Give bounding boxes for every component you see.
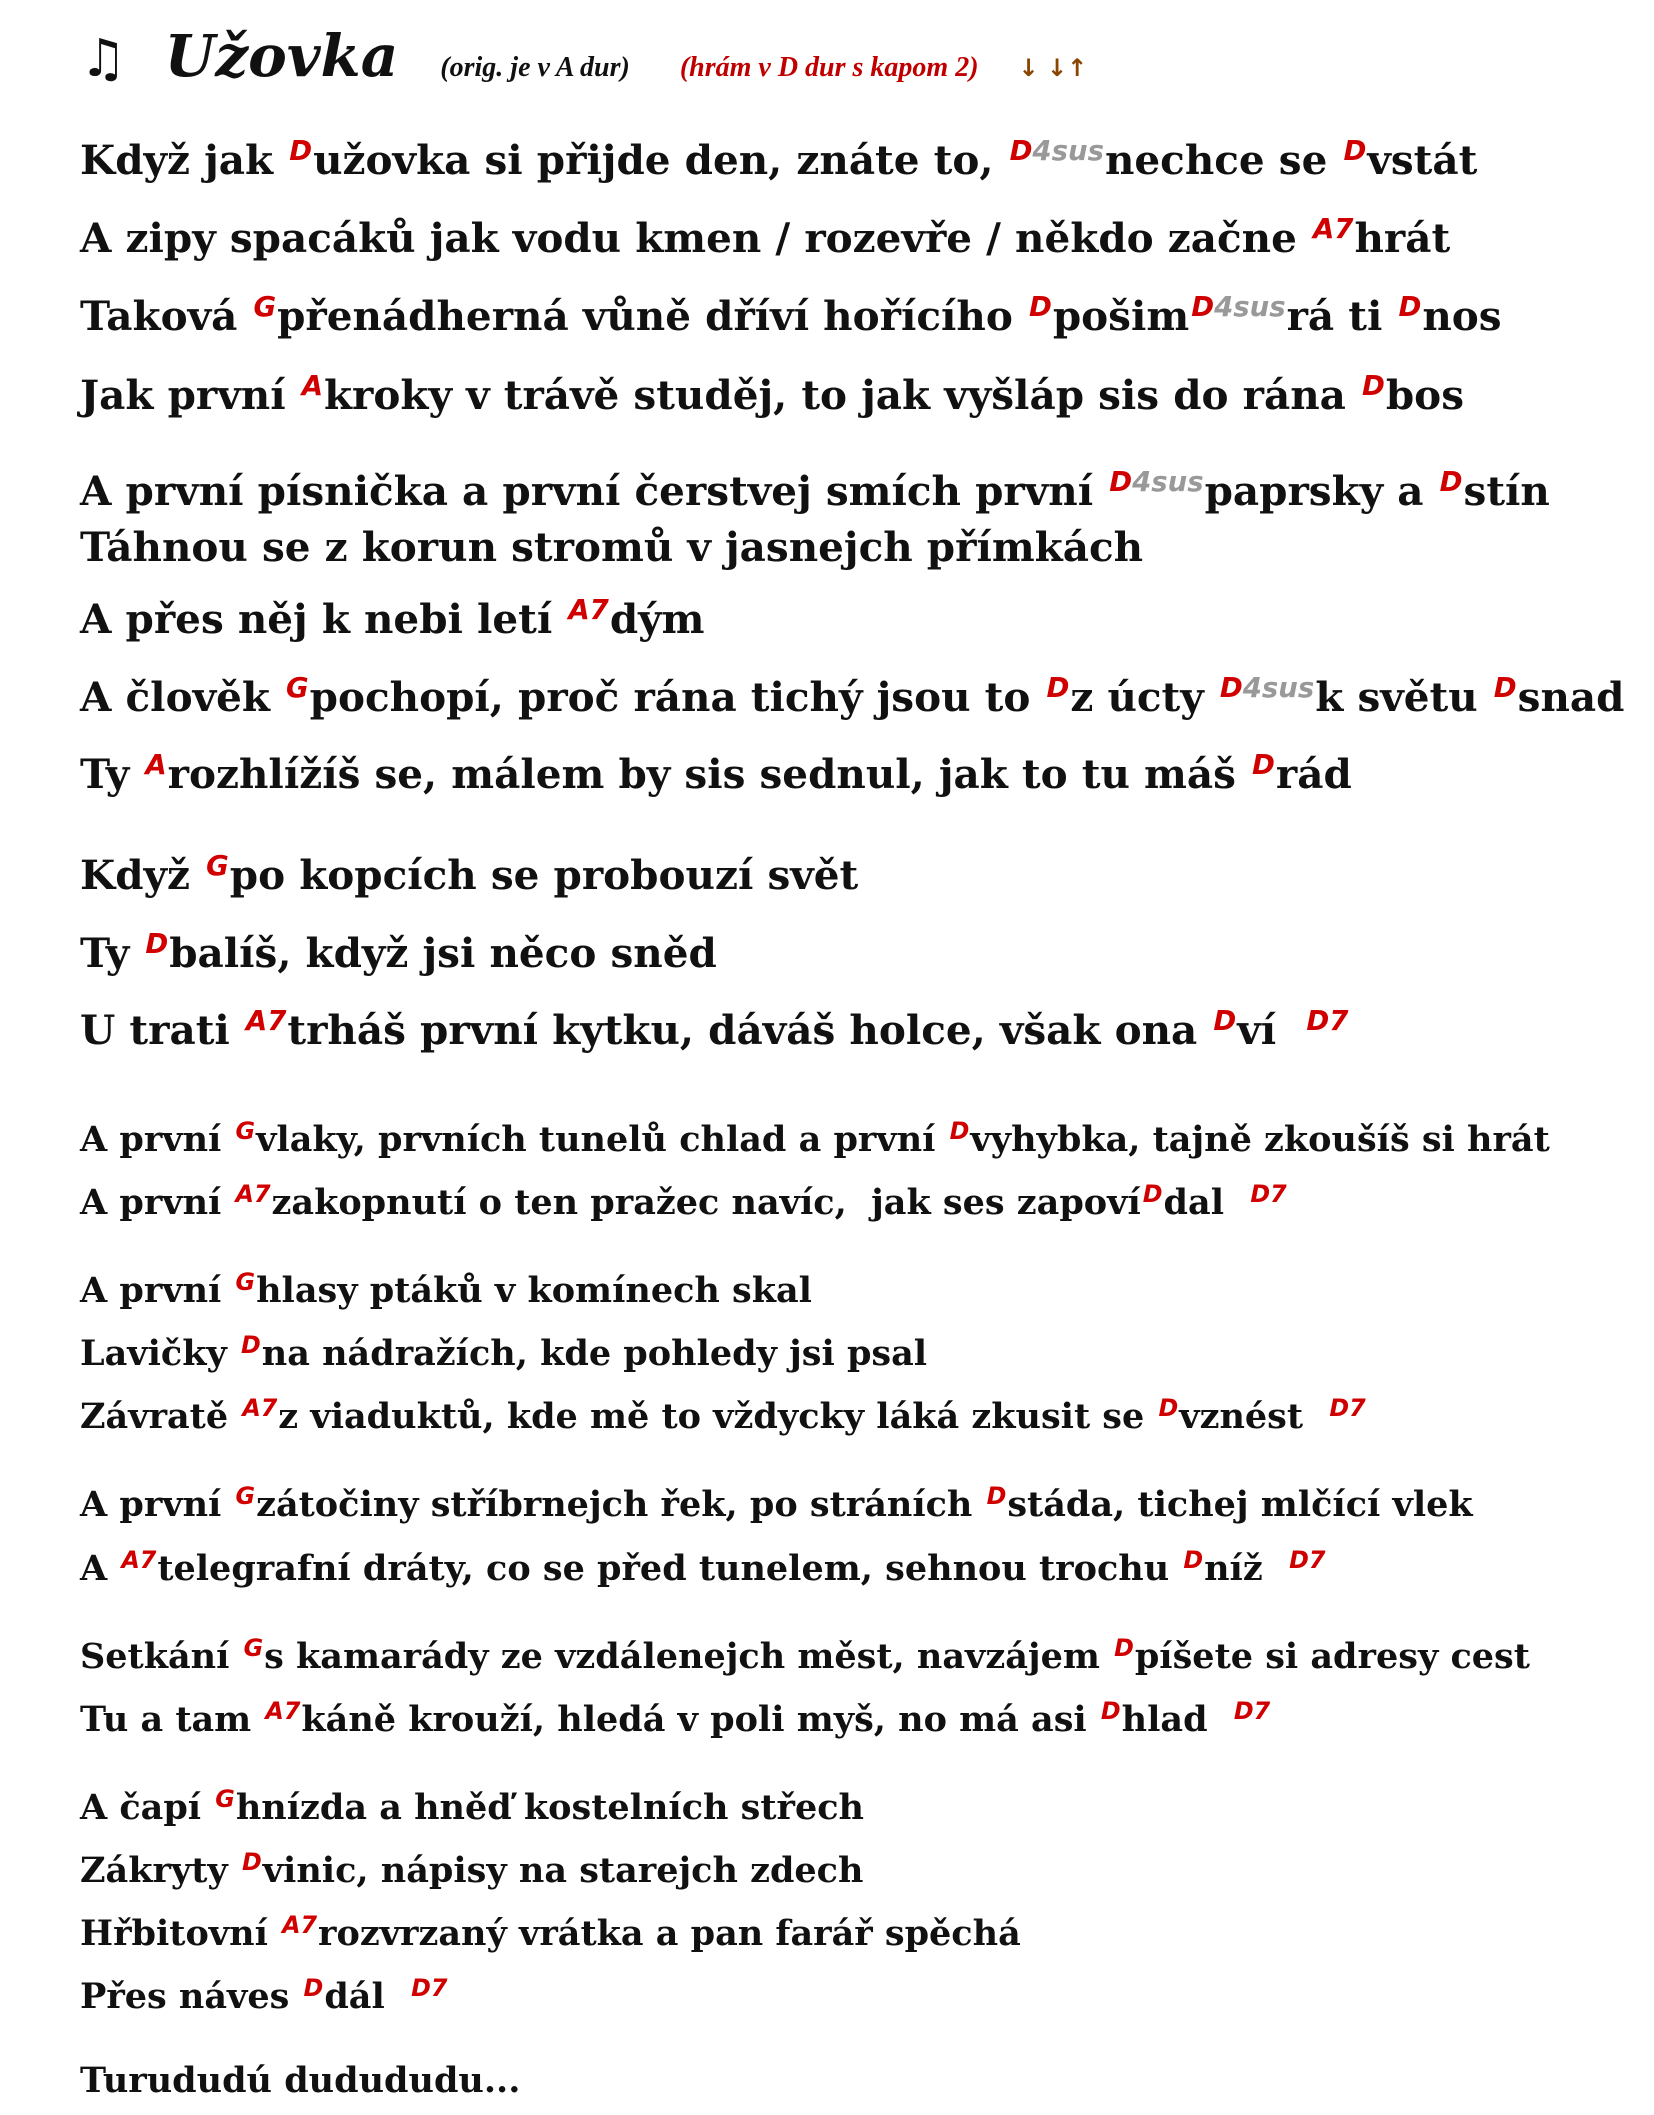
chord-root: D (1252, 749, 1275, 781)
chord-symbol (1289, 1546, 1325, 1574)
lyric-text: U trati (80, 1005, 244, 1054)
lyric-text: Přes náves (80, 1975, 302, 2017)
lyric-text: stáda, tichej mlčící vlek (1007, 1483, 1473, 1525)
chord-root: D (1493, 672, 1517, 704)
chord-symbol (1220, 672, 1314, 704)
chord-symbol (246, 1005, 286, 1037)
lyric-line (80, 1546, 1326, 1589)
chord-root: D7 (1250, 1180, 1287, 1208)
chord-root: D (1109, 466, 1133, 498)
lyric-text: vstát (1367, 135, 1478, 184)
lyric-text: na nádražích, kde pohledy jsi psal (261, 1332, 928, 1374)
lyric-text: A první (80, 1181, 234, 1223)
lyric-text: z viaduktů, kde mě to vždycky láká zkusit se (278, 1395, 1157, 1437)
chord-symbol (950, 1117, 970, 1145)
lyric-text: Setkání (80, 1635, 242, 1677)
lyric-text: k světu (1315, 672, 1492, 721)
lyric-text: užovka si přijde den, znáte to, (313, 135, 1008, 184)
chord-symbol (121, 1546, 156, 1574)
chord-symbol (236, 1482, 256, 1510)
lyric-line (80, 523, 1143, 571)
chord-root: A7 (245, 1005, 287, 1037)
chord-root: D (1100, 1697, 1121, 1725)
chord-symbol (1494, 672, 1517, 704)
lyric-text: Lavičky (80, 1332, 240, 1374)
lyric-line (80, 672, 1624, 721)
chord-symbol (242, 1848, 262, 1876)
chord-symbol (1101, 1697, 1121, 1725)
chord-root: D7 (1289, 1546, 1326, 1574)
chord-root: G (235, 1268, 256, 1296)
lyric-text: Táhnou se z korun stromů v jasnejch přímkách (80, 523, 1144, 571)
lyric-text: Turududú dudududu... (80, 2060, 521, 2101)
chord-symbol (1329, 1394, 1365, 1422)
chord-symbol (987, 1482, 1007, 1510)
chord-root: A7 (568, 594, 609, 626)
transpose-controls (1019, 54, 1088, 82)
chord-symbol (145, 928, 168, 960)
lyric-text: pošim (1052, 291, 1190, 340)
lyric-text: hnízda a hněď kostelních střech (235, 1786, 864, 1828)
lyric-text: rozhlížíš se, málem by sis sednul, jak to tu máš (167, 749, 1250, 798)
chord-symbol (1046, 672, 1069, 704)
chord-symbol (1252, 749, 1275, 781)
chord-symbol (1362, 370, 1385, 402)
chord-symbol (1213, 1005, 1236, 1037)
lyric-text: Závratě (80, 1395, 241, 1437)
lyric-text: Hřbitovní (80, 1912, 281, 1954)
chord-root: D (1398, 291, 1422, 323)
lyric-text: kroky v trávě studěj, to jak vyšláp sis do rána (324, 370, 1360, 419)
chord-root: A7 (235, 1180, 271, 1208)
chord-root: A7 (121, 1546, 157, 1574)
chord-root: D (1142, 1180, 1163, 1208)
chord-root: G (286, 672, 309, 704)
lyric-line (80, 1268, 812, 1311)
lyric-text: Když (80, 850, 205, 899)
lyric-line (80, 291, 1502, 340)
chord-root: D (1219, 672, 1243, 704)
lyric-text: rá ti (1286, 291, 1397, 340)
chord-symbol (241, 1331, 261, 1359)
original-key-note: (orig. je v A dur) (440, 52, 630, 83)
lyric-text: paprsky a (1204, 466, 1438, 515)
lyric-line (80, 1117, 1550, 1160)
lyric-text: balíš, když jsi něco sněd (169, 928, 717, 977)
lyric-line (80, 1911, 1021, 1954)
chord-symbol (206, 850, 229, 882)
lyric-text: Ty (80, 749, 144, 798)
chord-root: D (1343, 135, 1367, 167)
lyric-text: A první písnička a první čerstvej smích první (80, 466, 1108, 515)
chord-symbol (215, 1785, 235, 1813)
lyric-line (80, 135, 1477, 184)
chord-root: D7 (411, 1974, 448, 2002)
chord-root: D (241, 1848, 262, 1876)
lyric-text: A (80, 1547, 120, 1589)
lyric-text: pochopí, proč rána tichý jsou to (309, 672, 1045, 721)
chord-root: G (215, 1785, 235, 1813)
chord-symbol (1440, 466, 1463, 498)
chord-root: D7 (1306, 1005, 1349, 1037)
chord-symbol (236, 1268, 256, 1296)
lyric-line (80, 1180, 1288, 1223)
lyric-line (80, 1634, 1530, 1677)
transpose-both-icon[interactable]: ↓↑ (1047, 54, 1088, 82)
lyric-line (80, 1848, 863, 1891)
chord-symbol (1343, 135, 1366, 167)
lyric-line (80, 1482, 1473, 1525)
chord-symbol (1143, 1180, 1163, 1208)
chord-symbol (145, 749, 166, 781)
chord-symbol (1029, 291, 1052, 323)
chord-root: D (1046, 672, 1070, 704)
lyric-text: snad (1517, 672, 1625, 721)
chord-symbol (302, 370, 323, 402)
lyric-text: bos (1385, 370, 1464, 419)
chord-root: A7 (265, 1697, 301, 1725)
lyric-text: A zipy spacáků jak vodu kmen / rozevře / někdo začne (80, 213, 1311, 262)
lyric-text: A první (80, 1118, 234, 1160)
chord-root: D (145, 928, 169, 960)
lyric-text: z úcty (1070, 672, 1218, 721)
lyric-text: Tu a tam (80, 1698, 264, 1740)
chord-symbol (253, 291, 276, 323)
lyric-text: nos (1422, 291, 1502, 340)
lyric-line (80, 1785, 864, 1828)
lyric-text: vznést (1179, 1395, 1328, 1437)
lyric-text: po kopcích se probouzí svět (229, 850, 859, 899)
chord-symbol (1306, 1005, 1348, 1037)
lyric-line (80, 213, 1450, 262)
chord-symbol (1234, 1697, 1270, 1725)
lyric-text: hrát (1354, 213, 1451, 262)
lyric-text: telegrafní dráty, co se před tunelem, sehnou trochu (157, 1547, 1182, 1589)
chord-root: D (289, 135, 313, 167)
chord-root: G (235, 1482, 256, 1510)
chord-root: D (1191, 291, 1215, 323)
chord-root: D (1362, 370, 1385, 402)
lyric-text: přenádherná vůně dříví hořícího (277, 291, 1027, 340)
chord-root: G (206, 850, 229, 882)
chord-symbol (411, 1974, 447, 2002)
lyric-text: níž (1204, 1547, 1288, 1589)
lyric-text: vlaky, prvních tunelů chlad a první (256, 1118, 948, 1160)
chord-root: A7 (282, 1911, 318, 1939)
lyric-text: zakopnutí o ten pražec navíc, jak ses zapoví (271, 1181, 1141, 1223)
lyric-line (80, 370, 1464, 419)
lyric-text: vyhybka, tajně zkoušíš si hrát (970, 1118, 1550, 1160)
capo-key-note: (hrám v D dur s kapom 2) (679, 52, 979, 83)
lyric-text: dal (1163, 1181, 1249, 1223)
lyric-line (80, 594, 705, 643)
lyric-line (80, 1005, 1349, 1054)
chord-root: D (1183, 1546, 1204, 1574)
lyric-line (80, 1697, 1271, 1740)
chord-root: D (1028, 291, 1052, 323)
chord-root: D (241, 1331, 261, 1359)
lyric-text: dým (609, 594, 705, 643)
lyric-line (80, 928, 717, 977)
lyric-text: píšete si adresy cest (1134, 1635, 1530, 1677)
lyric-text: A přes něj k nebi letí (80, 594, 567, 643)
lyric-text: vinic, nápisy na starejch zdech (262, 1849, 864, 1891)
lyric-line (80, 1331, 927, 1374)
chord-symbol (1250, 1180, 1286, 1208)
lyric-text: Když jak (80, 135, 288, 184)
lyric-text: Ty (80, 928, 144, 977)
chord-symbol (265, 1697, 300, 1725)
chord-root: G (243, 1634, 264, 1662)
chord-symbol (286, 672, 309, 704)
chord-symbol (1183, 1546, 1203, 1574)
chord-symbol (304, 1974, 324, 2002)
music-note-icon: ♫ (80, 29, 127, 89)
chord-root: D (303, 1974, 324, 2002)
chord-suffix: 4sus (1032, 135, 1104, 167)
chord-root: G (235, 1117, 256, 1145)
chord-symbol (1313, 213, 1353, 245)
lyric-line (80, 466, 1550, 515)
chord-root: D (1439, 466, 1463, 498)
chord-root: D (1213, 1005, 1237, 1037)
chord-symbol (1158, 1394, 1178, 1422)
song-title: Užovka (164, 22, 399, 90)
lyric-text: hlad (1121, 1698, 1232, 1740)
lyric-line (80, 2060, 520, 2101)
chord-symbol (1114, 1634, 1134, 1662)
chord-symbol (568, 594, 608, 626)
lyric-text: ví (1237, 1005, 1305, 1054)
chord-root: D (1114, 1634, 1134, 1662)
lyric-text: A člověk (80, 672, 285, 721)
lyric-text: nechce se (1104, 135, 1342, 184)
chord-root: D7 (1233, 1697, 1271, 1725)
lyric-text: zátočiny stříbrnejch řek, po stráních (256, 1483, 985, 1525)
lyric-text: A čapí (80, 1786, 214, 1828)
chord-root: A (301, 370, 323, 402)
chord-root: G (253, 291, 277, 323)
song-header (80, 22, 1087, 102)
chord-suffix: 4sus (1214, 291, 1286, 323)
lyric-text: Taková (80, 291, 252, 340)
lyric-line (80, 1394, 1367, 1437)
lyric-text: Jak první (80, 370, 300, 419)
chord-root: D (1158, 1394, 1179, 1422)
chord-symbol (1010, 135, 1104, 167)
chord-root: D (986, 1482, 1007, 1510)
lyric-text: A první (80, 1483, 234, 1525)
lyric-line (80, 749, 1352, 798)
lyric-text: Zákryty (80, 1849, 240, 1891)
chord-symbol (289, 135, 312, 167)
lyric-text: káně krouží, hledá v poli myš, no má asi (301, 1698, 1099, 1740)
chord-suffix: 4sus (1132, 466, 1204, 498)
chord-root: A (145, 749, 167, 781)
lyric-line (80, 850, 858, 899)
chord-symbol (282, 1911, 317, 1939)
chord-symbol (244, 1634, 264, 1662)
lyric-text: rozvrzaný vrátka a pan farář spěchá (318, 1912, 1021, 1954)
chord-symbol (236, 1180, 271, 1208)
lyric-line (80, 1974, 448, 2017)
chord-suffix: 4sus (1242, 672, 1315, 704)
lyric-text: stín (1463, 466, 1550, 515)
chord-symbol (236, 1117, 256, 1145)
lyric-text: A první (80, 1269, 234, 1311)
transpose-down-icon[interactable]: ↓ (1018, 54, 1039, 82)
chord-root: D (1009, 135, 1033, 167)
lyric-text: hlasy ptáků v komínech skal (256, 1269, 812, 1311)
chord-symbol (1191, 291, 1285, 323)
lyric-text: dál (324, 1975, 410, 2017)
chord-root: A7 (1312, 213, 1354, 245)
chord-symbol (1398, 291, 1421, 323)
lyric-text: trháš první kytku, dáváš holce, však ona (287, 1005, 1212, 1054)
lyric-text: s kamarády ze vzdálenejch měst, navzájem (264, 1635, 1113, 1677)
chord-root: D7 (1329, 1394, 1366, 1422)
lyric-text: rád (1275, 749, 1352, 798)
chord-root: A7 (242, 1394, 278, 1422)
chord-root: D (949, 1117, 970, 1145)
chord-symbol (242, 1394, 277, 1422)
chord-symbol (1109, 466, 1203, 498)
